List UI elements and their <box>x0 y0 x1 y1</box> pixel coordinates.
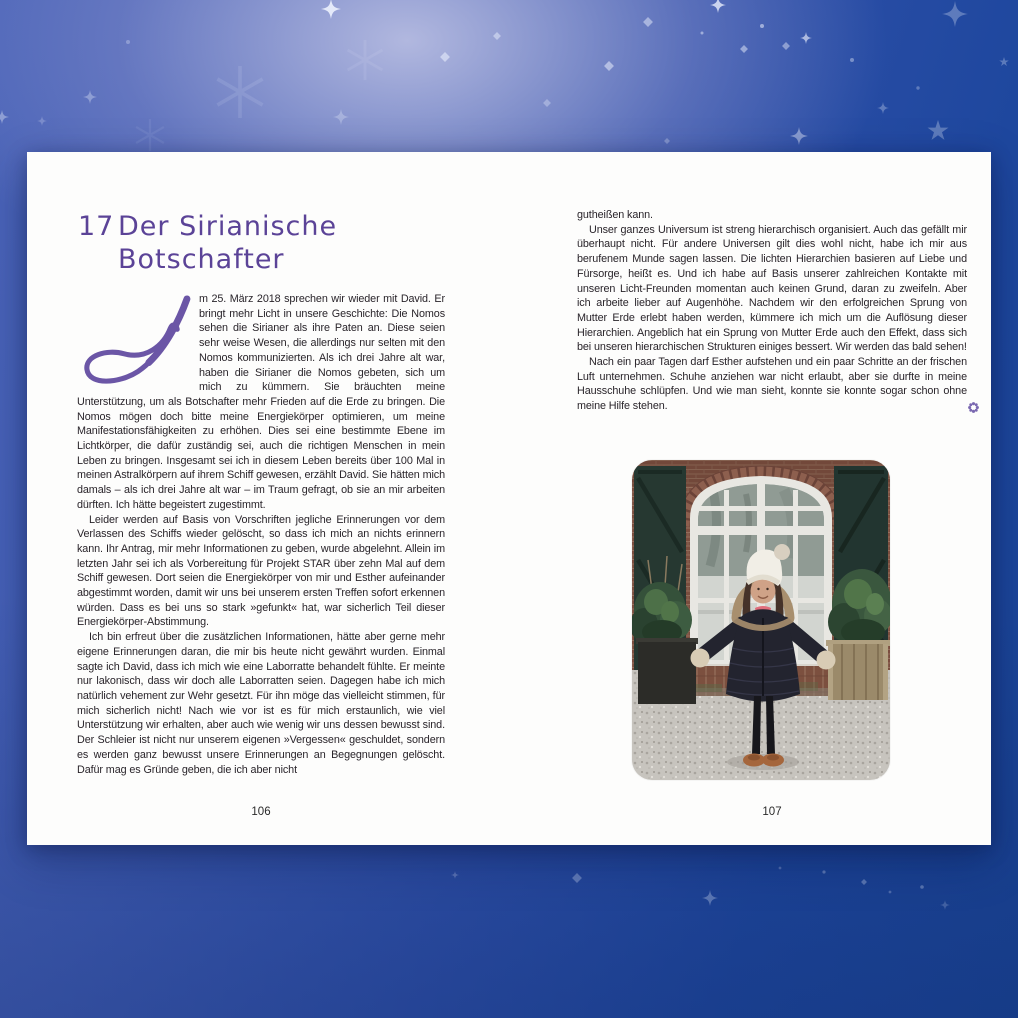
paragraph-text: m 25. März 2018 sprechen wir wieder mit David. Er bringt mehr Licht in unsere Geschichte: Die Nomos sehen die Sirianer als ihre Paten an. Diese seien sehr weise Wesen, die allerdings nur selten mit den Nomos kommunizierten. Als ich drei Jahre alt war, haben die Sirianer die Nomos gebeten, sich um mich zu kümmern. Sie bräuchten meine Unterstützung, um als Botschafter mehr Frieden auf die Erde zu bringen. Die Nomos mögen doch bitte meine Energiekörper optimieren, um meine Manifestationsfähigkeiten zu erhöhen. Dies sei eine bestimmte Ebene im Lichtkörper, die dafür zuständig sei, auch die richtigen Menschen in mein Leben zu bringen. Insgesamt sei ich in diesem Leben bereits über 100 Mal in meinen Astralkörpern auf ihrem Schiff gewesen, erzählt David. Sie hätten mich damals – als ich drei Jahre alt war – im Traum gefragt, ob sie an mir arbeiten dürften. Ich hätte begeistert zugestimmt. <box>77 293 445 511</box>
page-number-left: 106 <box>251 806 271 818</box>
chapter-title <box>118 210 337 276</box>
drop-cap-A <box>77 294 193 394</box>
paragraph-text: Nach ein paar Tagen darf Esther aufstehen und ein paar Schritte an der frischen Luft unternehmen. Schuhe anziehen war nicht erlaubt, aber sie durfte in meine Hausschuhe schlüpfen. Und wie man sieht, konnte sie konnte sogar schon ohne meine Hilfe stehen. <box>577 356 967 413</box>
paragraph: Ich bin erfreut über die zusätzlichen Informationen, hätte aber gerne mehr eigene Erinnerungen daran, die mir bis heute nicht gewährt wurden. Einmal sagte ich David, dass ich mich wie eine Laborratte behandelt fühlte. Er meinte nur lakonisch, dass wir doch alle Laborratten seien. Dagegen habe ich mich natürlich vehement zur Wehr gesetzt. Für ihn möge das vielleicht stimmen, für mich sicherlich nicht! Nach wie vor ist es für mich erstaunlich, wie viel Unterstützung wir erhalten, aber auch wie wenig wir uns dessen bewusst sind. Der Schleier ist nicht nur unserem eigenen »Vergessen« geschuldet, sondern es werden ganz bewusst unsere Erinnerungen an Begegnungen gelöscht. Dafür mag es Gründe geben, die ich aber nicht <box>77 631 445 776</box>
paragraph: Unser ganzes Universum ist streng hierarchisch organisiert. Auch das gefällt mir überhaupt nicht. Für andere Universen gilt dies wohl nicht, habe ich mir aus berufenem Munde sagen lassen. Die lichten Hierarchien basieren auf Liebe und Fürsorge, heißt es. Und ich habe auf Basis unserer zahlreichen Kontakte mit unseren Licht-Freunden momentan auch keinen Grund, daran zu zweifeln. Aber ich arbeite lieber auf Augenhöhe. Nachdem wir den erfolgreichen Sprung von Mutter Erde erlebt haben werden, kümmere ich mich um die Auflösung dieser Hierarchien. Angeblich hat ein Sprung von Mutter Erde auch den Effekt, dass sich bei unseren hierarchischen Strukturen einiges bessert. Wir werden das bald sehen! <box>577 223 967 354</box>
photo-esther <box>632 460 890 780</box>
flower-ornament-icon <box>956 402 967 413</box>
paragraph <box>77 292 445 513</box>
chapter-title-line2: Botschafter <box>118 244 285 275</box>
chapter-heading <box>78 210 337 276</box>
book-spread <box>27 152 991 845</box>
paragraph: gutheißen kann. <box>577 209 653 221</box>
page-number-right: 107 <box>762 806 782 818</box>
chapter-title-line1: Der Sirianische <box>118 211 338 242</box>
paragraph: Leider werden auf Basis von Vorschriften jegliche Erinnerungen vor dem Verlassen des Schiffs wieder gelöscht, so dass ich mich an nichts erinnern kann. Ihr Antrag, mir mehr Informationen zu geben, wurde abgelehnt. Allein im letzten Jahr sei ich als Vorbereitung für Projekt STAR über zehn Mal auf dem Schiff gewesen. Dort seien die Energiekörper von mir und Esther aufeinander abgestimmt worden, damit wir uns bei unserem ersten Treffen sofort erkennen würden. Dass es bei uns so stark »gefunkt« hat, war sicherlich Teil dieser Energiekörper-Abstimmung. <box>77 513 445 629</box>
right-text-column <box>577 208 967 414</box>
left-text-column <box>77 292 445 777</box>
chapter-number: 17 <box>78 211 115 242</box>
paragraph <box>577 355 967 414</box>
